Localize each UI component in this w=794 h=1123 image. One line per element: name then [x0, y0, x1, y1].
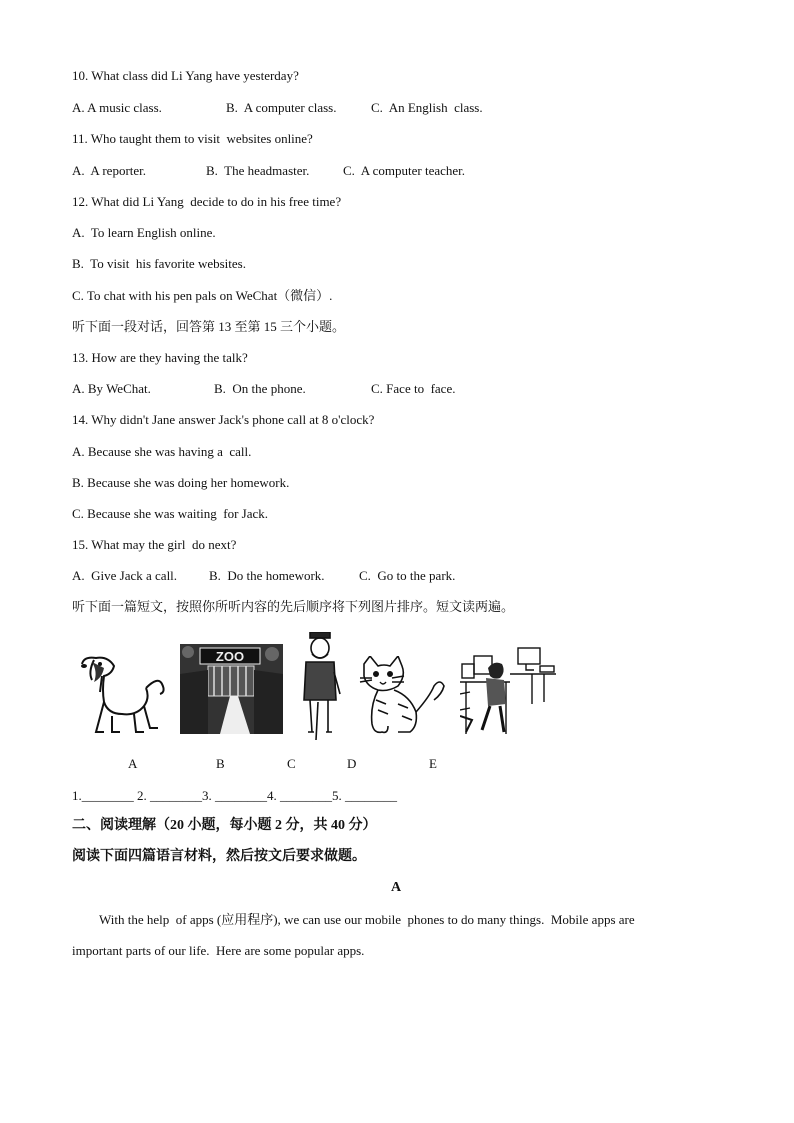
question-12-option-b: B. To visit his favorite websites. [72, 256, 246, 271]
picture-label-d: D [347, 756, 357, 771]
question-11-option-b: B. The headmaster. [206, 163, 310, 178]
instruction-passage-ordering: 听下面一篇短文，按照你所听内容的先后顺序将下列图片排序。短文读两遍。 [72, 599, 515, 614]
section-2-title: 二、阅读理解（20 小题，每小题 2 分，共 40 分） [72, 818, 377, 833]
picture-label-e: E [429, 756, 437, 771]
question-15-option-b: B. Do the homework. [209, 568, 325, 583]
question-12-option-a: A. To learn English online. [72, 225, 216, 240]
question-12-option-c: C. To chat with his pen pals on WeChat（微信）. [72, 288, 333, 303]
zoo-sign-text: ZOO [215, 649, 245, 664]
picture-label-b: B [216, 756, 225, 771]
question-14-option-c: C. Because she was waiting for Jack. [72, 506, 269, 521]
passage-paragraph-line-1: With the help of apps (应用程序), we can use our mobile phones to do many things. Mobile apps are [99, 912, 635, 927]
question-15-option-c: C. Go to the park. [359, 568, 456, 583]
computer-room-picture [460, 646, 556, 736]
question-10-option-b: B. A computer class. [226, 100, 337, 115]
dog-picture [74, 632, 174, 740]
picture-label-c: C [287, 756, 296, 771]
question-11-stem: 11. Who taught them to visit websites online? [72, 131, 313, 146]
passage-label: A [391, 880, 402, 895]
question-11-option-c: C. A computer teacher. [343, 163, 466, 178]
question-13-option-c: C. Face to face. [371, 381, 456, 396]
question-13-option-b: B. On the phone. [214, 381, 306, 396]
zoo-gate-picture [180, 644, 283, 734]
question-10-stem: 10. What class did Li Yang have yesterday? [72, 68, 299, 83]
question-13-option-a: A. By WeChat. [72, 381, 151, 396]
question-14-option-a: A. Because she was having a call. [72, 444, 252, 459]
question-15-stem: 15. What may the girl do next? [72, 537, 237, 552]
answer-blanks[interactable]: 1.________ 2. ________3. ________4. ________5. ________ [72, 788, 397, 803]
old-man-picture [298, 632, 344, 740]
question-10-option-c: C. An English class. [371, 100, 483, 115]
question-11-option-a: A. A reporter. [72, 163, 147, 178]
question-13-stem: 13. How are they having the talk? [72, 350, 248, 365]
question-12-stem: 12. What did Li Yang decide to do in his free time? [72, 194, 342, 209]
question-14-option-b: B. Because she was doing her homework. [72, 475, 290, 490]
question-15-option-a: A. Give Jack a call. [72, 568, 178, 583]
picture-label-a: A [128, 756, 138, 771]
passage-paragraph-line-2: important parts of our life. Here are some popular apps. [72, 943, 365, 958]
instruction-13-15: 听下面一段对话，回答第 13 至第 15 三个小题。 [72, 319, 346, 334]
question-14-stem: 14. Why didn't Jane answer Jack's phone call at 8 o'clock? [72, 412, 375, 427]
cat-picture [358, 656, 446, 736]
question-10-option-a: A. A music class. [72, 100, 162, 115]
section-2-instruction: 阅读下面四篇语言材料，然后按文后要求做题。 [72, 849, 366, 864]
